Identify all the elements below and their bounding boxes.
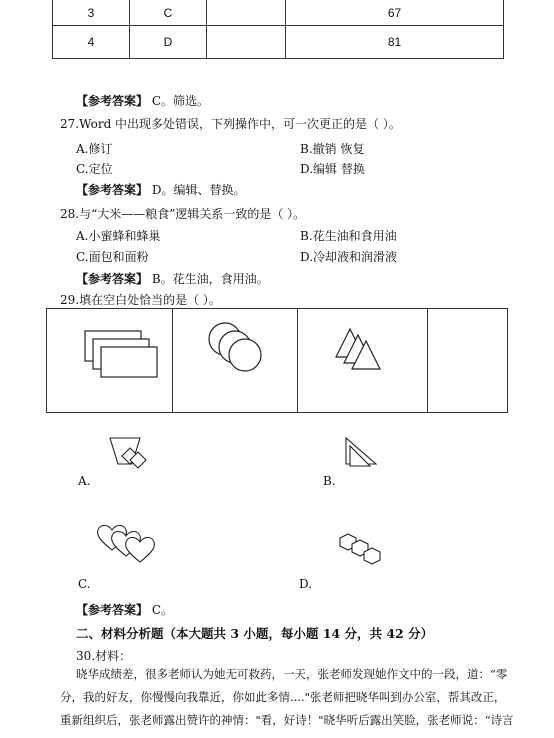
material-line: 分，我的好友，你慢慢向我靠近，你如此多情...."张老师把晓华叫到办公室，帮其改正，: [60, 690, 506, 704]
figure-option-d-label: D.: [299, 577, 313, 591]
section-heading: 二、材料分析题（本大题共 3 小题，每小题 14 分，共 42 分）: [76, 626, 434, 641]
option-c: C.面包和面粉: [76, 250, 149, 264]
figure-sequence-box: [46, 308, 508, 413]
answer-label: 【参考答案】: [76, 94, 149, 108]
option-a-figure: [108, 434, 154, 472]
question-28: 28.与“大米——粮食”逻辑关系一致的是（ ）。: [60, 207, 306, 221]
option-d: D.编辑 替换: [300, 162, 365, 176]
overlapping-triangles-figure: [298, 309, 427, 412]
question-27: 27.Word 中出现多处错误，下列操作中，可一次更正的是（ ）。: [60, 117, 401, 131]
table-cell: [207, 0, 286, 26]
answer-text: C。筛选。: [151, 94, 210, 108]
table-row: [53, 0, 504, 26]
answer-label: 【参考答案】: [76, 183, 149, 197]
material-line: 重新组织后，张老师露出赞许的神情："看，好诗！"晓华听后露出笑脸，张老师说：“诗言: [60, 713, 514, 727]
figure-cell-triangles: [298, 309, 428, 412]
answer-line-27: [76, 181, 245, 198]
option-b: B.撤销 恢复: [300, 142, 365, 156]
table-cell: C: [130, 0, 207, 26]
stacked-rectangles-figure: [47, 309, 172, 412]
answer-line-26: [76, 92, 209, 109]
table-cell: 4: [53, 26, 130, 59]
table-cell: 67: [286, 0, 504, 26]
option-a: A.小蜜蜂和蜂巢: [76, 229, 161, 243]
score-table: [52, 0, 504, 59]
option-b: B.花生油和食用油: [300, 229, 397, 243]
table-row: [53, 26, 504, 59]
option-c: C.定位: [76, 162, 113, 176]
figure-cell-circles: [173, 309, 298, 412]
material-line: 晓华成绩差，很多老师认为她无可救药，一天，张老师发现她作文中的一段，道：“零: [76, 667, 508, 681]
answer-line-29: [76, 601, 173, 618]
figure-option-a-label: A.: [78, 474, 91, 488]
table-cell: [207, 26, 286, 59]
answer-label: 【参考答案】: [76, 272, 149, 286]
option-b-figure: [342, 436, 382, 470]
table-cell: D: [130, 26, 207, 59]
figure-cell-blank: [428, 309, 507, 412]
table-cell: 81: [286, 26, 504, 59]
answer-text: B。花生油，食用油。: [151, 272, 269, 286]
option-a: A.修订: [76, 142, 113, 156]
answer-label: 【参考答案】: [76, 603, 149, 617]
table-cell: 3: [53, 0, 130, 26]
option-c-figure: [94, 518, 160, 566]
question-29: 29.填在空白处恰当的是（ ）。: [60, 293, 221, 307]
overlapping-circles-figure: [173, 309, 297, 412]
answer-line-28: [76, 270, 269, 287]
question-30-label: 30.材料：: [76, 649, 132, 663]
answer-text: C。: [151, 603, 174, 617]
answer-text: D。编辑、替换。: [151, 183, 246, 197]
figure-cell-rectangles: [47, 309, 173, 412]
option-d-figure: [336, 532, 386, 572]
figure-option-c-label: C.: [78, 577, 91, 591]
figure-option-b-label: B.: [323, 474, 336, 488]
option-d: D.冷却液和润滑液: [300, 250, 398, 264]
